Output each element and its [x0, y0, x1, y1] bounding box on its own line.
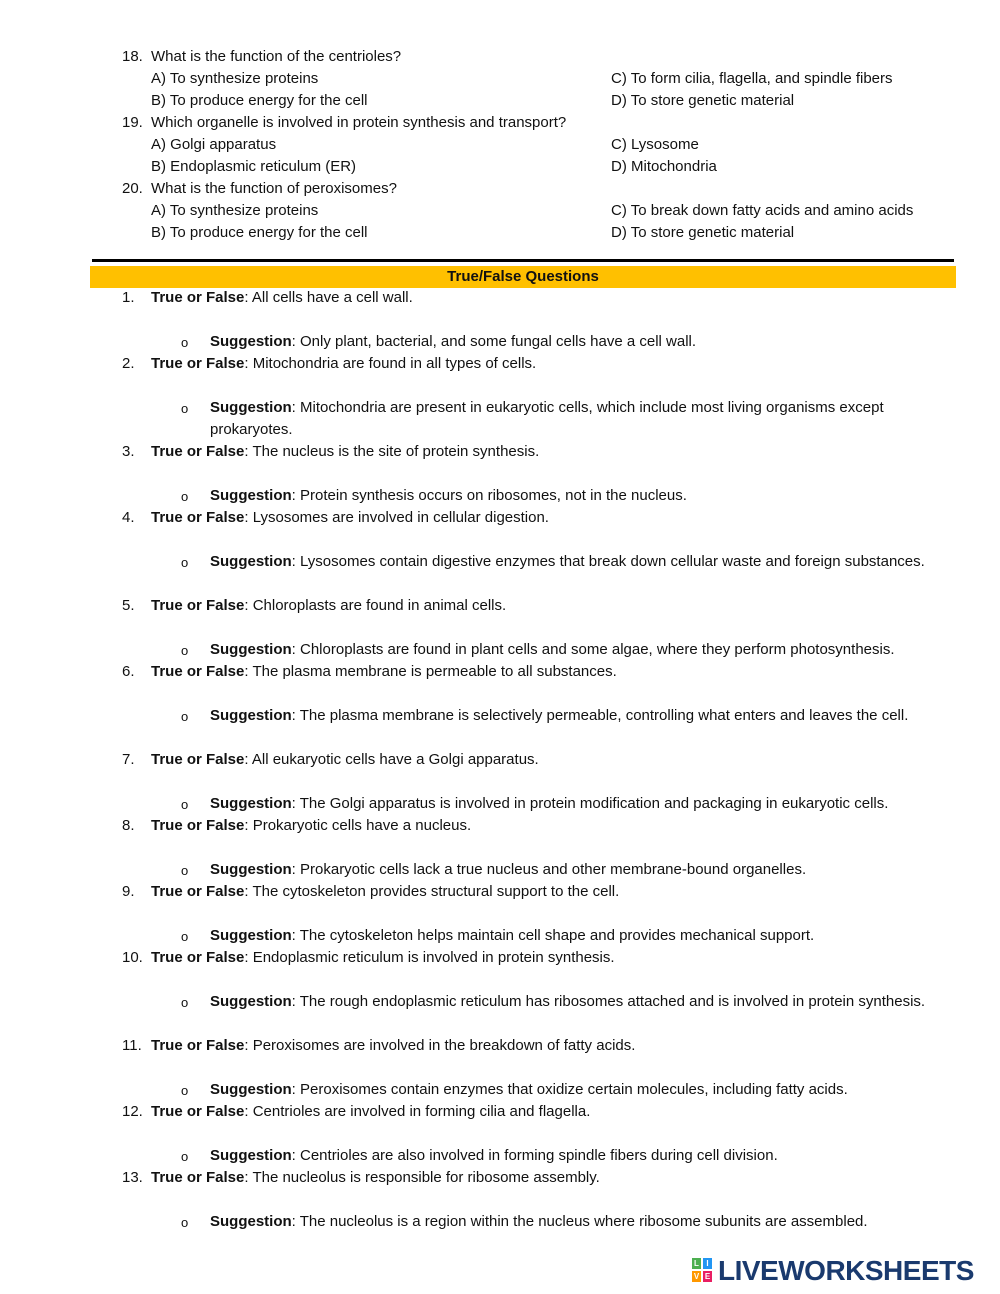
option-a[interactable]: A) Golgi apparatus: [151, 136, 277, 153]
question-number: 7.: [122, 751, 135, 768]
question-number: 9.: [122, 883, 135, 900]
bullet-icon: o: [181, 1149, 189, 1164]
tf-statement[interactable]: [151, 353, 536, 375]
bullet-icon: o: [181, 643, 189, 658]
suggestion-text: : Protein synthesis occurs on ribosomes, not in the nucleus.: [291, 487, 687, 504]
question-number: 5.: [122, 597, 135, 614]
logo-letter-i: I: [703, 1258, 712, 1269]
bullet-icon: o: [181, 863, 189, 878]
suggestion-text: : Prokaryotic cells lack a true nucleus and other membrane-bound organelles.: [291, 861, 807, 878]
section-divider: [92, 259, 954, 262]
tf-prefix: True or False: [151, 443, 245, 460]
logo-letter-e: E: [704, 1272, 711, 1281]
question-number: 12.: [122, 1103, 143, 1120]
suggestion: [210, 1145, 955, 1167]
tf-statement[interactable]: [151, 661, 617, 683]
question-number: 19.: [122, 114, 143, 131]
question-number: 1.: [122, 289, 135, 306]
suggestion-label: Suggestion: [210, 861, 292, 878]
option-d[interactable]: D) To store genetic material: [611, 92, 795, 109]
bullet-icon: o: [181, 929, 189, 944]
question-number: 18.: [122, 48, 143, 65]
suggestion-label: Suggestion: [210, 487, 292, 504]
tf-statement-text: : Mitochondria are found in all types of cells.: [244, 355, 537, 372]
suggestion-label: Suggestion: [210, 399, 292, 416]
option-c[interactable]: C) To break down fatty acids and amino acids: [611, 202, 914, 219]
suggestion-text: : Lysosomes contain digestive enzymes that break down cellular waste and foreign substances.: [291, 553, 925, 570]
bullet-icon: o: [181, 401, 189, 416]
tf-prefix: True or False: [151, 597, 245, 614]
suggestion-text: : Centrioles are also involved in forming spindle fibers during cell division.: [291, 1147, 778, 1164]
tf-statement-text: : The nucleolus is responsible for ribosome assembly.: [244, 1169, 600, 1186]
question-number: 3.: [122, 443, 135, 460]
question-text: What is the function of peroxisomes?: [151, 180, 397, 197]
suggestion-text: : Peroxisomes contain enzymes that oxidize certain molecules, including fatty acids.: [291, 1081, 848, 1098]
bullet-icon: o: [181, 555, 189, 570]
liveworksheets-logo-icon: [692, 1258, 714, 1284]
suggestion-label: Suggestion: [210, 707, 292, 724]
tf-prefix: True or False: [151, 949, 245, 966]
tf-statement[interactable]: [151, 749, 539, 771]
tf-statement[interactable]: [151, 947, 615, 969]
option-c[interactable]: C) Lysosome: [611, 136, 699, 153]
bullet-icon: o: [181, 1215, 189, 1230]
tf-statement-text: : The cytoskeleton provides structural support to the cell.: [244, 883, 620, 900]
tf-statement[interactable]: [151, 287, 413, 309]
tf-prefix: True or False: [151, 663, 245, 680]
suggestion: [210, 1079, 955, 1101]
question-text: Which organelle is involved in protein synthesis and transport?: [151, 114, 567, 131]
suggestion-text: : The nucleolus is a region within the nucleus where ribosome subunits are assembled.: [291, 1213, 868, 1230]
tf-statement-text: : Centrioles are involved in forming cilia and flagella.: [244, 1103, 591, 1120]
tf-statement[interactable]: [151, 1167, 600, 1189]
suggestion: [210, 551, 955, 573]
suggestion: [210, 793, 955, 815]
tf-statement-text: : All cells have a cell wall.: [244, 289, 413, 306]
tf-statement-text: : All eukaryotic cells have a Golgi apparatus.: [244, 751, 539, 768]
section-title-banner: True/False Questions: [90, 266, 956, 288]
tf-prefix: True or False: [151, 289, 245, 306]
bullet-icon: o: [181, 335, 189, 350]
suggestion-text: : The rough endoplasmic reticulum has ribosomes attached and is involved in protein synthesis.: [291, 993, 926, 1010]
bullet-icon: o: [181, 1083, 189, 1098]
suggestion-label: Suggestion: [210, 1081, 292, 1098]
bullet-icon: o: [181, 489, 189, 504]
option-d[interactable]: D) To store genetic material: [611, 224, 795, 241]
tf-statement[interactable]: [151, 815, 471, 837]
tf-statement-text: : The nucleus is the site of protein synthesis.: [244, 443, 540, 460]
suggestion-label: Suggestion: [210, 333, 292, 350]
logo-letter-l: L: [692, 1258, 701, 1269]
suggestion-label: Suggestion: [210, 553, 292, 570]
tf-statement-text: : Peroxisomes are involved in the breakdown of fatty acids.: [244, 1037, 636, 1054]
tf-statement[interactable]: [151, 595, 506, 617]
suggestion: [210, 331, 955, 353]
question-number: 2.: [122, 355, 135, 372]
tf-statement[interactable]: [151, 1035, 635, 1057]
tf-statement[interactable]: [151, 507, 549, 529]
option-c[interactable]: C) To form cilia, flagella, and spindle fibers: [611, 70, 893, 87]
tf-statement[interactable]: [151, 1101, 590, 1123]
suggestion: [210, 639, 955, 661]
tf-prefix: True or False: [151, 1169, 245, 1186]
question-number: 10.: [122, 949, 143, 966]
suggestion-text: : The plasma membrane is selectively permeable, controlling what enters and leaves the cell.: [291, 707, 909, 724]
bullet-icon: o: [181, 797, 189, 812]
question-number: 13.: [122, 1169, 143, 1186]
tf-statement-text: : Chloroplasts are found in animal cells.: [244, 597, 507, 614]
question-number: 11.: [122, 1037, 142, 1054]
liveworksheets-logo: [692, 1256, 974, 1286]
tf-prefix: True or False: [151, 883, 245, 900]
suggestion: [210, 991, 955, 1013]
suggestion: [210, 485, 955, 507]
option-a[interactable]: A) To synthesize proteins: [151, 70, 319, 87]
question-text: What is the function of the centrioles?: [151, 48, 402, 65]
tf-statement-text: : Endoplasmic reticulum is involved in protein synthesis.: [244, 949, 615, 966]
option-b[interactable]: B) To produce energy for the cell: [151, 92, 368, 109]
question-number: 8.: [122, 817, 135, 834]
suggestion-label: Suggestion: [210, 993, 292, 1010]
option-b[interactable]: B) Endoplasmic reticulum (ER): [151, 158, 357, 175]
suggestion-text: : Only plant, bacterial, and some fungal cells have a cell wall.: [291, 333, 697, 350]
suggestion-label: Suggestion: [210, 1147, 292, 1164]
logo-text: LIVEWORKSHEETS: [718, 1255, 974, 1286]
suggestion-text: : Chloroplasts are found in plant cells and some algae, where they perform photosynthesis.: [291, 641, 895, 658]
option-d[interactable]: D) Mitochondria: [611, 158, 717, 175]
option-b[interactable]: B) To produce energy for the cell: [151, 224, 368, 241]
tf-statement[interactable]: [151, 881, 619, 903]
tf-statement[interactable]: [151, 441, 539, 463]
suggestion-label: Suggestion: [210, 927, 292, 944]
tf-prefix: True or False: [151, 355, 245, 372]
suggestion-text: : The Golgi apparatus is involved in protein modification and packaging in eukaryotic cells.: [291, 795, 889, 812]
suggestion: [210, 397, 955, 441]
suggestion-text: : Mitochondria are present in eukaryotic cells, which include most living organisms except prokaryotes.: [210, 399, 884, 438]
question-number: 20.: [122, 180, 143, 197]
suggestion: [210, 705, 955, 727]
tf-prefix: True or False: [151, 817, 245, 834]
tf-statement-text: : Lysosomes are involved in cellular digestion.: [244, 509, 549, 526]
tf-prefix: True or False: [151, 509, 245, 526]
suggestion-label: Suggestion: [210, 795, 292, 812]
bullet-icon: o: [181, 709, 189, 724]
tf-statement-text: : The plasma membrane is permeable to all substances.: [244, 663, 617, 680]
suggestion: [210, 1211, 955, 1233]
question-number: 4.: [122, 509, 135, 526]
suggestion-label: Suggestion: [210, 1213, 292, 1230]
tf-prefix: True or False: [151, 1103, 245, 1120]
bullet-icon: o: [181, 995, 189, 1010]
suggestion: [210, 925, 955, 947]
suggestion: [210, 859, 955, 881]
question-number: 6.: [122, 663, 135, 680]
suggestion-label: Suggestion: [210, 641, 292, 658]
tf-prefix: True or False: [151, 751, 245, 768]
tf-prefix: True or False: [151, 1037, 245, 1054]
tf-statement-text: : Prokaryotic cells have a nucleus.: [244, 817, 472, 834]
option-a[interactable]: A) To synthesize proteins: [151, 202, 319, 219]
logo-letter-v: V: [693, 1272, 700, 1281]
suggestion-text: : The cytoskeleton helps maintain cell shape and provides mechanical support.: [291, 927, 815, 944]
